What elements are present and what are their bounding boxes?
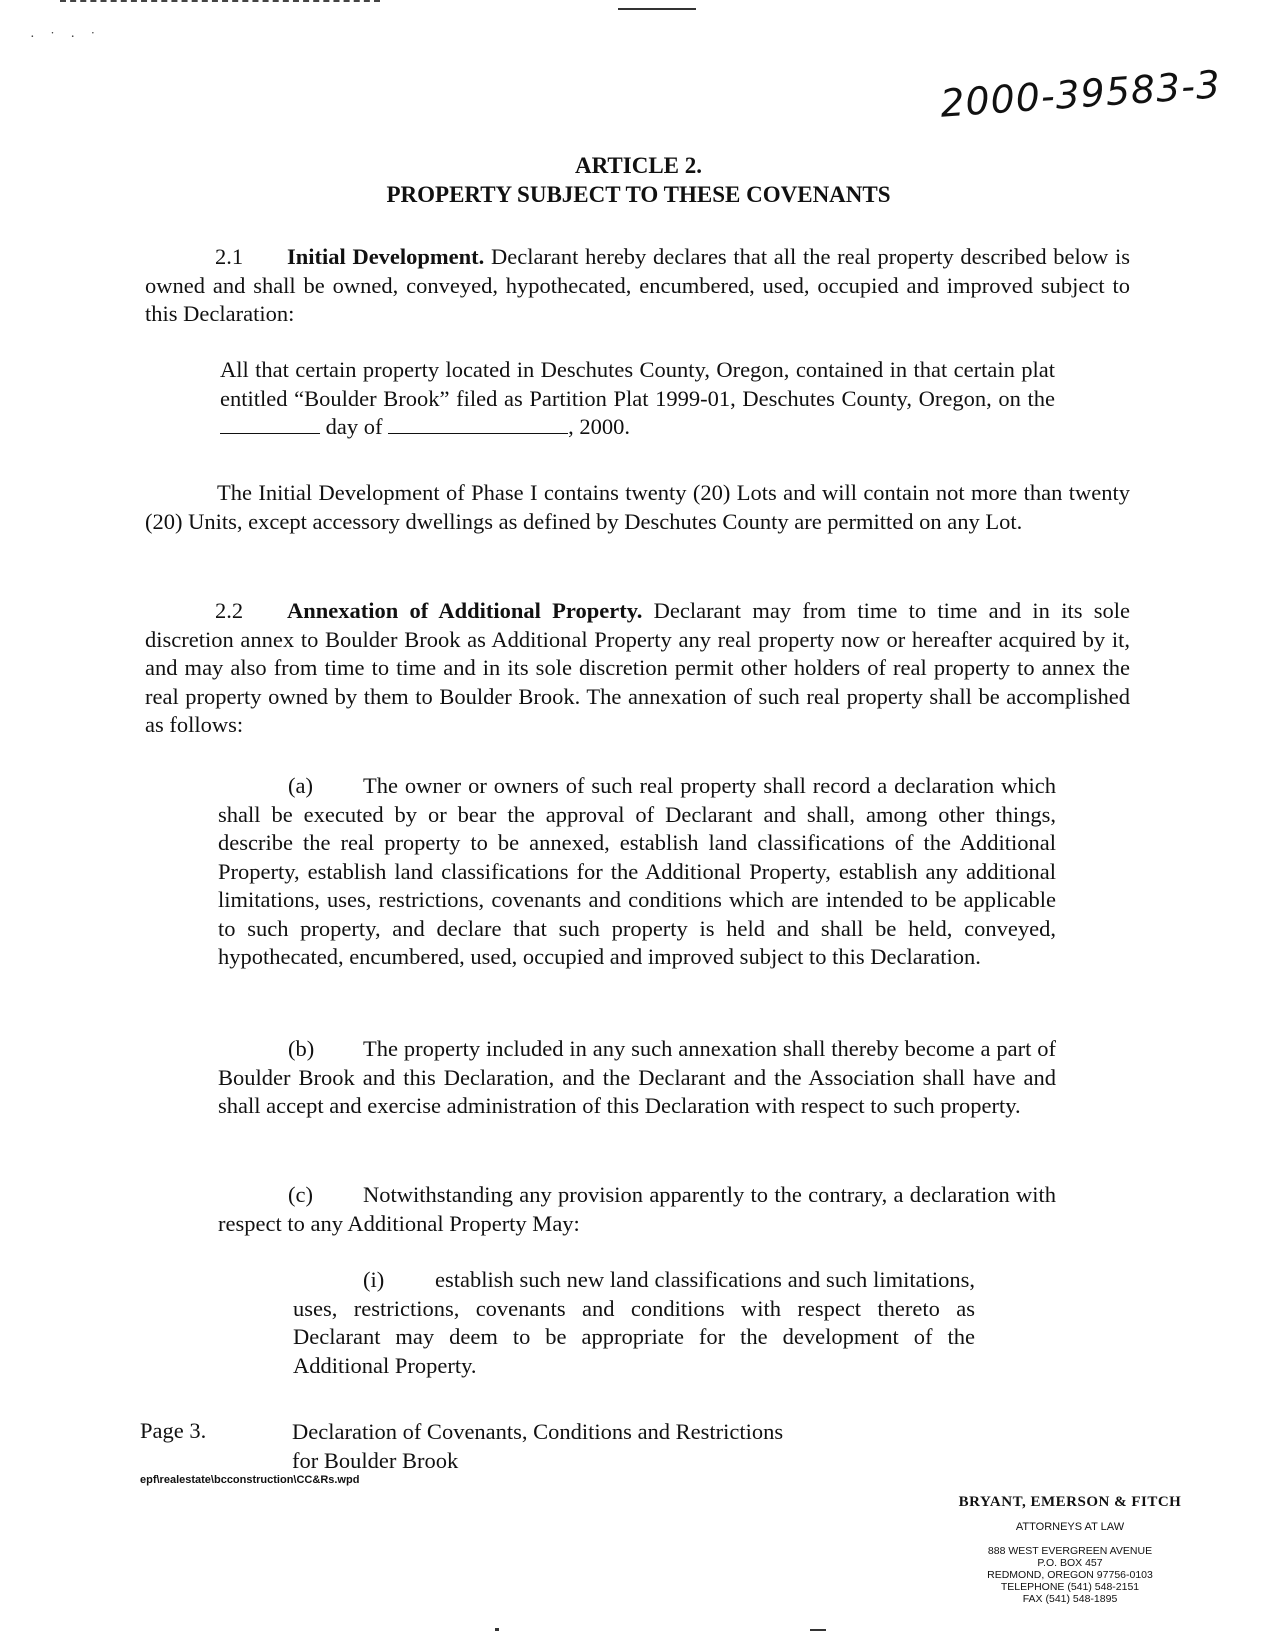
scan-artifact-line (618, 8, 696, 10)
page-number: Page 3. (140, 1418, 207, 1443)
subsection-a: (a) The owner or owners of such real property shall record a declaration which shall be executed by or bear the approval of Declarant and shall, among other things, describe the real property to be annexed, establish land classifications of the Additional Property, establish land classifications for the Additional Property, establish any additional limitations, uses, restrictions, covenants and conditions which are intended to be applicable to such property, and declare that such property is held and shall be held, conveyed, hypothecated, encumbered, used, occupied and improved subject to this Declaration. (218, 773, 1056, 969)
subsection-c-i: (i) establish such new land classifications and such limitations, uses, restrictions, covenants and conditions with respect thereto as Declarant may deem to be appropriate for the development of the Additional Property. (293, 1267, 975, 1378)
subsection-c: (c) Notwithstanding any provision apparently to the contrary, a declaration with respect to any Additional Property May: (218, 1182, 1056, 1236)
day-blank (220, 415, 320, 434)
scan-artifact-mark (810, 1629, 826, 1631)
section-number: 2.1 (215, 244, 244, 269)
section-number: 2.2 (215, 598, 244, 623)
scan-artifact-mark (495, 1628, 499, 1631)
firm-address: 888 WEST EVERGREEN AVENUE P.O. BOX 457 REDMOND, OREGON 97756-0103 TELEPHONE (541) 548-2151 FAX (541) 548-1895 (987, 1545, 1153, 1605)
scan-specks: · ˙ · ˙ (30, 30, 102, 45)
section-heading: Initial Development. (287, 244, 485, 269)
file-path: epf\realestate\bcconstruction\CC&Rs.wpd (140, 1474, 360, 1486)
article-title: PROPERTY SUBJECT TO THESE COVENANTS (386, 182, 891, 207)
firm-subtitle: ATTORNEYS AT LAW (1015, 1521, 1125, 1533)
handwritten-recording-number: 2000-39583-3 (938, 62, 1223, 126)
subsection-b: (b) The property included in any such annexation shall thereby become a part of Boulder Brook and this Declaration, and the Declarant and the Association shall have and shall accept and exercise administration of this Declaration with respect to such property. (218, 1036, 1056, 1118)
legal-description: All that certain property located in Deschutes County, Oregon, contained in that certain plat entitled “Boulder Brook” filed as Partition Plat 1999-01, Deschutes County, Oregon, on the day of , 2000. (220, 357, 1055, 439)
firm-name: BRYANT, EMERSON & FITCH (958, 1494, 1182, 1510)
section-text: Declarant may from time to time and in its sole discretion annex to Boulder Brook as Additional Property any real property now or hereafter acquired by it, and may also from time to time and in its sole discretion permit other holders of real property to annex the real property owned by them to Boulder Brook. The annexation of such real property shall be accomplished as follows: (145, 598, 1130, 737)
phase-paragraph: The Initial Development of Phase I contains twenty (20) Lots and will contain not more than twenty (20) Units, except accessory dwellings as defined by Deschutes County are permitted on any Lot. (145, 480, 1130, 534)
scan-artifact-line (60, 0, 380, 2)
document-title: Declaration of Covenants, Conditions and Restrictions for Boulder Brook (292, 1419, 784, 1473)
section-heading: Annexation of Additional Property. (287, 598, 643, 623)
month-blank (388, 415, 568, 434)
article-number: ARTICLE 2. (575, 153, 702, 178)
section-2-1 (145, 243, 1130, 329)
section-2-2 (145, 597, 1130, 740)
section-text: Declarant hereby declares that all the real property described below is owned and shall be owned, conveyed, hypothecated, encumbered, used, occupied and improved subject to this Declaration: (145, 244, 1130, 326)
